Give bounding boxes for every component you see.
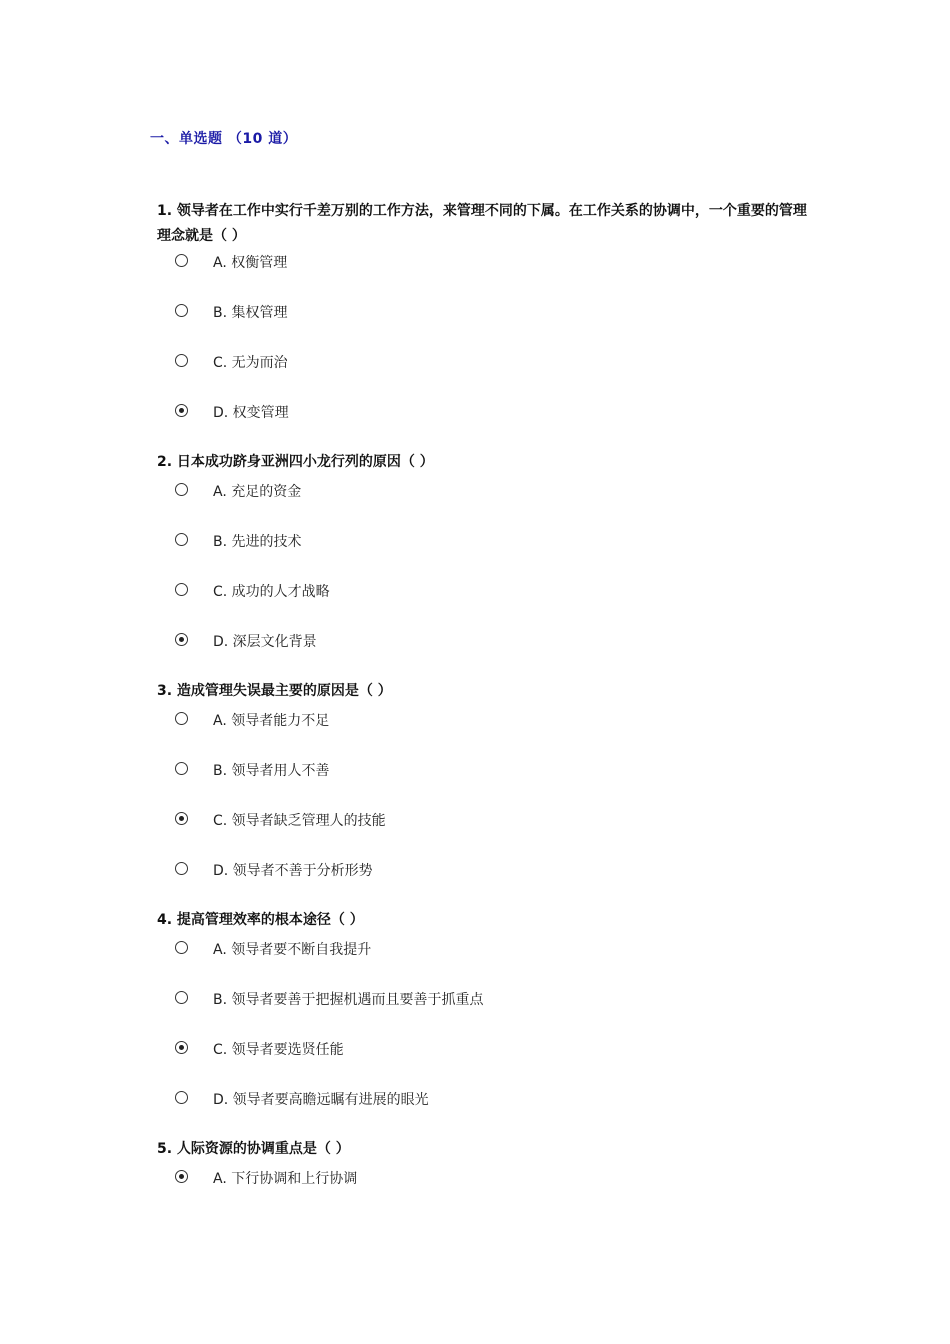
radio-button[interactable] bbox=[175, 762, 188, 775]
question-4-text: 4. 提高管理效率的根本途径（ ） bbox=[157, 912, 364, 928]
radio-button[interactable] bbox=[175, 941, 188, 954]
radio-button[interactable] bbox=[175, 633, 188, 646]
option-label: B. 领导者要善于把握机遇而且要善于抓重点 bbox=[213, 992, 484, 1008]
option-label: A. 充足的资金 bbox=[213, 484, 302, 500]
radio-button[interactable] bbox=[175, 533, 188, 546]
option-label: C. 无为而治 bbox=[213, 355, 288, 371]
question-3-option-b[interactable] bbox=[175, 762, 775, 782]
option-label: B. 先进的技术 bbox=[213, 534, 302, 550]
question-3-option-c[interactable] bbox=[175, 812, 775, 832]
option-label: A. 领导者要不断自我提升 bbox=[213, 942, 372, 958]
question-4-option-b[interactable] bbox=[175, 991, 775, 1011]
option-label: D. 领导者要高瞻远瞩有进展的眼光 bbox=[213, 1092, 429, 1108]
radio-button[interactable] bbox=[175, 862, 188, 875]
question-4-option-d[interactable] bbox=[175, 1091, 775, 1111]
option-label: A. 下行协调和上行协调 bbox=[213, 1171, 358, 1187]
question-2-option-a[interactable] bbox=[175, 483, 775, 503]
question-2-option-d[interactable] bbox=[175, 633, 775, 653]
radio-button[interactable] bbox=[175, 712, 188, 725]
radio-button[interactable] bbox=[175, 354, 188, 367]
option-label: B. 集权管理 bbox=[213, 305, 288, 321]
option-label: A. 权衡管理 bbox=[213, 255, 288, 271]
radio-button[interactable] bbox=[175, 304, 188, 317]
question-1-option-b[interactable] bbox=[175, 304, 775, 324]
question-1-option-d[interactable] bbox=[175, 404, 775, 424]
option-label: C. 领导者缺乏管理人的技能 bbox=[213, 813, 386, 829]
radio-button[interactable] bbox=[175, 483, 188, 496]
question-4-option-c[interactable] bbox=[175, 1041, 775, 1061]
radio-button[interactable] bbox=[175, 812, 188, 825]
option-label: D. 权变管理 bbox=[213, 405, 289, 421]
radio-button[interactable] bbox=[175, 583, 188, 596]
radio-button[interactable] bbox=[175, 1041, 188, 1054]
radio-button[interactable] bbox=[175, 1170, 188, 1183]
option-label: A. 领导者能力不足 bbox=[213, 713, 330, 729]
question-1-option-c[interactable] bbox=[175, 354, 775, 374]
option-label: C. 领导者要选贤任能 bbox=[213, 1042, 344, 1058]
radio-button[interactable] bbox=[175, 1091, 188, 1104]
option-label: B. 领导者用人不善 bbox=[213, 763, 330, 779]
question-1-text: 1. 领导者在工作中实行千差万别的工作方法，来管理不同的下属。在工作关系的协调中，一个重要的管理理念就是（ ） bbox=[157, 203, 807, 244]
section-title: 一、单选题 （10 道） bbox=[150, 131, 298, 147]
question-5-option-a[interactable] bbox=[175, 1170, 775, 1190]
question-4-option-a[interactable] bbox=[175, 941, 775, 961]
question-3-option-a[interactable] bbox=[175, 712, 775, 732]
question-2-text: 2. 日本成功跻身亚洲四小龙行列的原因（ ） bbox=[157, 454, 434, 470]
question-1-option-a[interactable] bbox=[175, 254, 775, 274]
question-3-text: 3. 造成管理失误最主要的原因是（ ） bbox=[157, 683, 392, 699]
option-label: D. 深层文化背景 bbox=[213, 634, 317, 650]
question-3-option-d[interactable] bbox=[175, 862, 775, 882]
option-label: D. 领导者不善于分析形势 bbox=[213, 863, 373, 879]
option-label: C. 成功的人才战略 bbox=[213, 584, 330, 600]
radio-button[interactable] bbox=[175, 991, 188, 1004]
question-2-option-c[interactable] bbox=[175, 583, 775, 603]
question-2-option-b[interactable] bbox=[175, 533, 775, 553]
radio-button[interactable] bbox=[175, 254, 188, 267]
radio-button[interactable] bbox=[175, 404, 188, 417]
question-5-text: 5. 人际资源的协调重点是（ ） bbox=[157, 1141, 350, 1157]
